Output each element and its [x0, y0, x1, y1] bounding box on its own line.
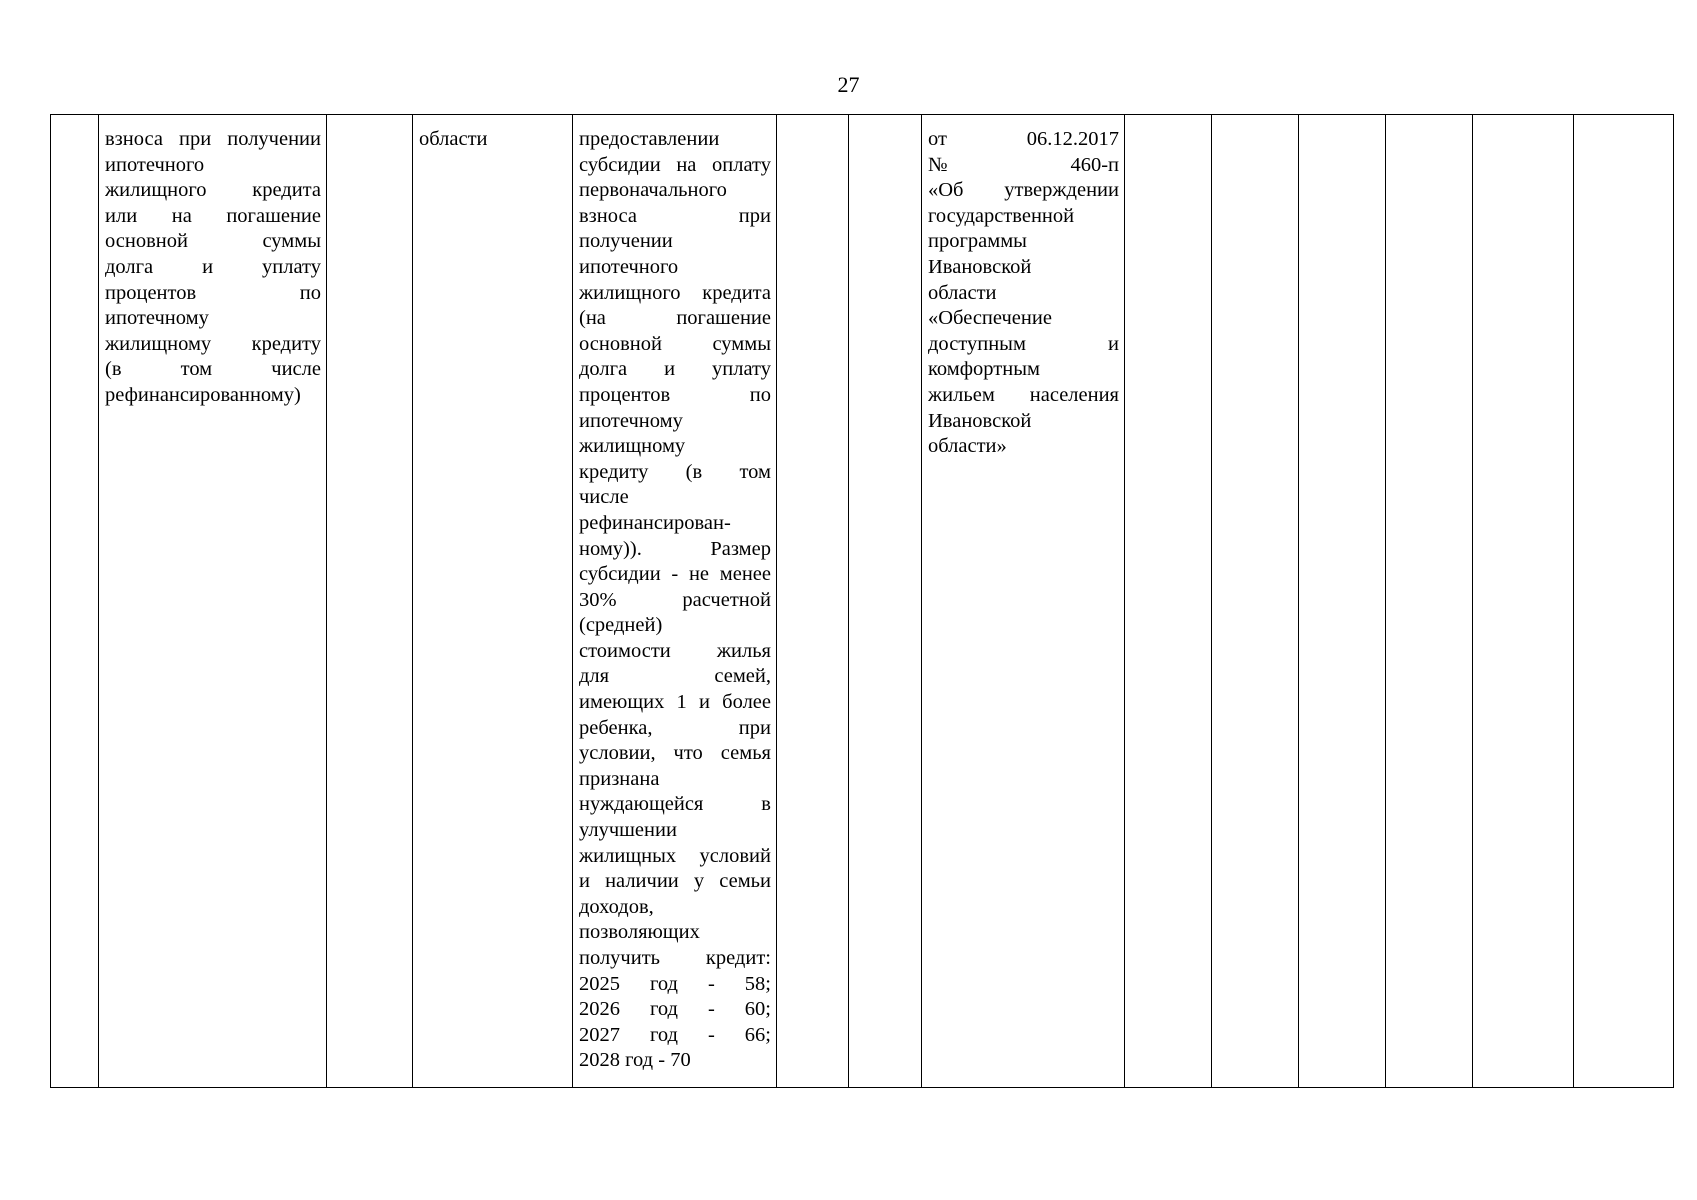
text-line: ному)). Размер	[579, 537, 771, 560]
cell-col-1	[51, 115, 99, 1088]
text-line: позволяющих	[579, 921, 700, 944]
text-line: области	[928, 281, 997, 304]
text-line: жилищного кредита	[105, 179, 321, 202]
page-number: 27	[837, 72, 860, 97]
text-line: стоимости жилья	[579, 639, 771, 662]
text-line: субсидии на оплату	[579, 153, 771, 176]
text-line: получении	[579, 230, 673, 253]
text-line: области»	[928, 435, 1007, 458]
table-row	[51, 115, 1674, 1088]
text-line: от 06.12.2017	[928, 128, 1119, 150]
text-line: № 460-п	[928, 153, 1119, 176]
text-line: 2028 год - 70	[579, 1049, 691, 1072]
text-line: 30% расчетной	[579, 588, 771, 611]
text-line: жилищному кредиту	[105, 332, 321, 355]
document-table	[50, 114, 1674, 1088]
text-line: ребенка, при	[579, 716, 771, 739]
text-line: долга и уплату	[105, 255, 321, 278]
text-line: рефинансированному)	[105, 383, 301, 406]
text-line: доступным и	[928, 332, 1119, 355]
text-line: предоставлении	[579, 128, 720, 150]
text-line: для семей,	[579, 665, 771, 688]
text-line: комфортным	[928, 358, 1040, 381]
text-line: процентов по	[105, 281, 321, 304]
text-line: признана	[579, 767, 660, 790]
cell-col-3	[327, 115, 413, 1088]
text-line: взноса при	[579, 204, 771, 227]
cell-col-8-text	[928, 127, 1119, 460]
cell-col-5	[573, 115, 777, 1088]
text-line: жильем населения	[928, 383, 1119, 406]
cell-col-6	[777, 115, 849, 1088]
cell-col-2-text	[105, 127, 321, 409]
text-line: ипотечного	[579, 255, 679, 278]
text-line: улучшении	[579, 819, 677, 842]
text-line: нуждающейся в	[579, 793, 771, 816]
text-line: 2027 год - 66;	[579, 1023, 771, 1046]
cell-col-9	[1125, 115, 1212, 1088]
text-line: (средней)	[579, 614, 663, 637]
cell-col-2	[99, 115, 327, 1088]
text-line: получить кредит:	[579, 947, 771, 969]
text-line: программы	[928, 230, 1027, 253]
text-line: ипотечного	[105, 153, 205, 176]
text-line: и наличии у семьи	[579, 870, 771, 893]
text-line: или на погашение	[105, 204, 321, 227]
text-line: первоначального	[579, 179, 727, 202]
text-line: условии, что семья	[579, 742, 771, 765]
text-line: рефинансирован-	[579, 511, 731, 534]
cell-col-11	[1299, 115, 1386, 1088]
text-line: числе	[579, 486, 629, 509]
text-line: жилищных условий	[579, 844, 771, 867]
text-line: имеющих 1 и более	[579, 691, 771, 714]
text-line: доходов,	[579, 895, 654, 918]
text-line: основной суммы	[105, 230, 321, 253]
cell-col-4	[413, 115, 573, 1088]
cell-col-5-text	[579, 127, 771, 1074]
text-line: долга и уплату	[579, 358, 771, 381]
text-line: (в том числе	[105, 358, 321, 381]
cell-col-4-text: области	[419, 128, 488, 150]
cell-col-12	[1386, 115, 1473, 1088]
text-line: 2025 год - 58;	[579, 972, 771, 995]
text-line: ипотечному	[579, 409, 683, 432]
cell-col-14	[1574, 115, 1674, 1088]
text-line: 2026 год - 60;	[579, 998, 771, 1021]
text-line: субсидии - не менее	[579, 563, 771, 586]
text-line: основной суммы	[579, 332, 771, 355]
text-line: Ивановской	[928, 255, 1032, 278]
cell-col-7	[849, 115, 922, 1088]
text-line: взноса при получении	[105, 128, 321, 150]
text-line: «Обеспечение	[928, 307, 1052, 330]
text-line: жилищному	[579, 435, 686, 458]
text-line: Ивановской	[928, 409, 1032, 432]
text-line: кредиту (в том	[579, 460, 771, 483]
text-line: государственной	[928, 204, 1075, 227]
text-line: процентов по	[579, 383, 771, 406]
cell-col-10	[1212, 115, 1299, 1088]
text-line: жилищного кредита	[579, 281, 771, 304]
text-line: (на погашение	[579, 307, 771, 330]
text-line: «Об утверждении	[928, 179, 1119, 202]
cell-col-8	[922, 115, 1125, 1088]
text-line: ипотечному	[105, 307, 209, 330]
cell-col-13	[1473, 115, 1574, 1088]
